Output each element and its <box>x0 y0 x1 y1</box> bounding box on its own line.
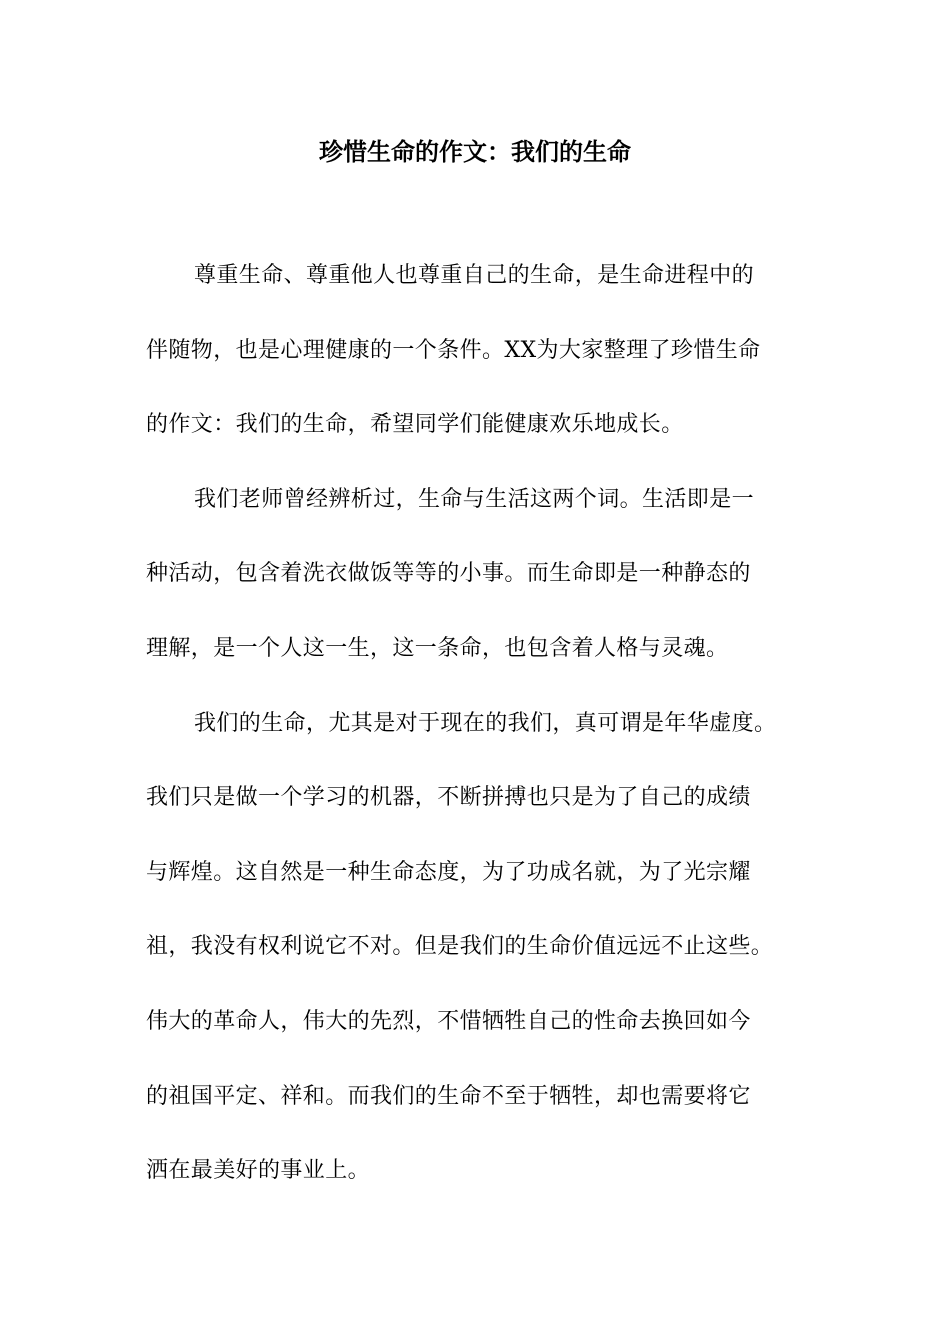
paragraph-2-line-2: 种活动，包含着洗衣做饭等等的小事。而生命即是一种静态的 <box>146 561 751 587</box>
paragraph-3-line-6: 的祖国平定、祥和。而我们的生命不至于牺牲，却也需要将它 <box>146 1083 751 1109</box>
paragraph-3-line-5: 伟大的革命人，伟大的先烈，不惜牺牲自己的性命去换回如今 <box>146 1008 751 1034</box>
document-title: 珍惜生命的作文：我们的生命 <box>319 137 631 166</box>
paragraph-3-line-4: 祖，我没有权利说它不对。但是我们的生命价值远远不止这些。 <box>146 934 774 960</box>
paragraph-1-line-3: 的作文：我们的生命，希望同学们能健康欢乐地成长。 <box>146 412 684 438</box>
paragraph-3-line-2: 我们只是做一个学习的机器，不断拼搏也只是为了自己的成绩 <box>146 785 751 811</box>
paragraph-3-line-7: 洒在最美好的事业上。 <box>146 1158 371 1184</box>
paragraph-3-line-3: 与辉煌。这自然是一种生命态度，为了功成名就，为了光宗耀 <box>146 859 751 885</box>
paragraph-2-line-1: 我们老师曾经辨析过，生命与生活这两个词。生活即是一 <box>194 486 755 512</box>
document-body <box>146 258 806 1228</box>
paragraph-1-line-1: 尊重生命、尊重他人也尊重自己的生命，是生命进程中的 <box>194 263 755 288</box>
paragraph-2-line-3: 理解，是一个人这一生，这一条命，也包含着人格与灵魂。 <box>146 635 729 661</box>
paragraph-3-line-1: 我们的生命，尤其是对于现在的我们，真可谓是年华虚度。 <box>194 710 777 736</box>
paragraph-1-line-2: 伴随物，也是心理健康的一个条件。XX为大家整理了珍惜生命 <box>146 337 761 363</box>
